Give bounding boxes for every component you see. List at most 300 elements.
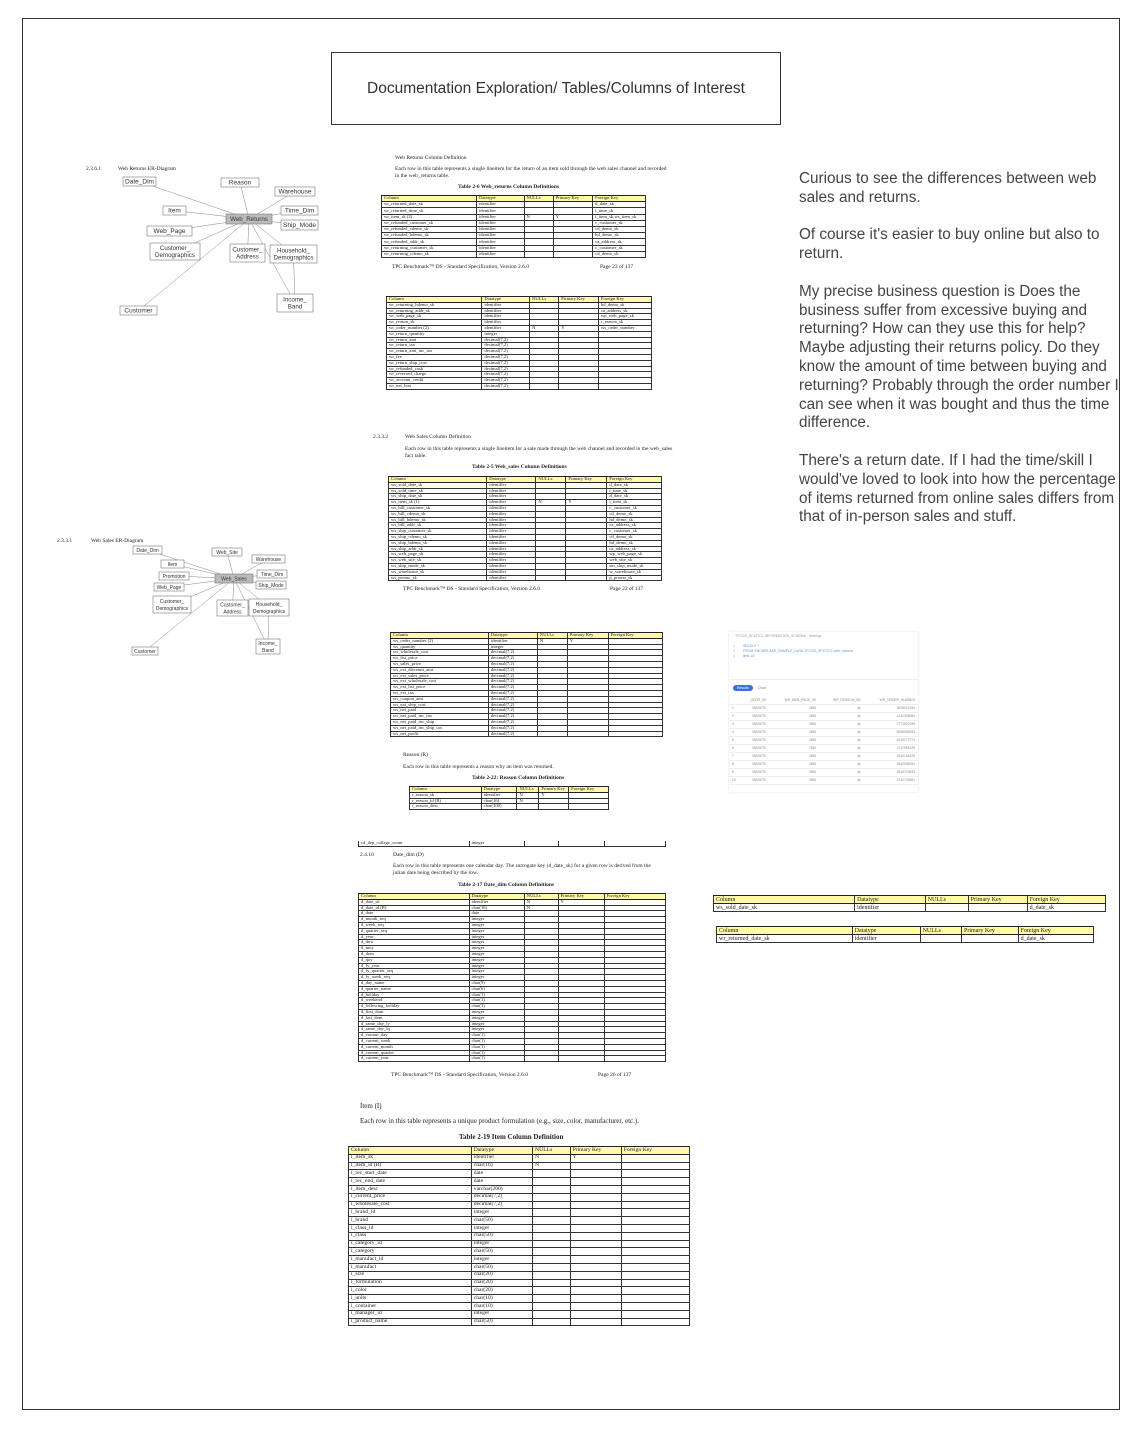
wr-caption: Web Returns Column Definition (395, 155, 467, 161)
table-cell: identifier (487, 558, 536, 564)
er-entity-label: Web_Sales (221, 576, 247, 583)
table-cell: N (524, 214, 553, 220)
table-cell: integer (469, 963, 524, 969)
table-cell: w_warehouse_sk (607, 569, 662, 575)
er-entity-label: Item (167, 562, 178, 568)
table-cell: d_same_day_ly (359, 1021, 470, 1027)
reason-caption: Reason (R) (403, 752, 428, 758)
table-cell: char(20) (471, 1287, 532, 1295)
table-cell: d_day_name (359, 980, 470, 986)
er-entity-label: Demographics (273, 254, 314, 262)
table-cell: wr_returning_hdemo_sk (387, 302, 482, 308)
wr-table-title: Table 2-6 Web_returns Column Definitions (458, 184, 560, 190)
table-cell: ws_sold_date_sk (714, 904, 855, 912)
table-cell: char(20) (471, 1271, 532, 1279)
reason-table-title: Table 2-22: Reason Column Definitions (472, 775, 565, 781)
table-row (349, 1302, 690, 1310)
table-row (382, 251, 646, 257)
sql-cell: 2771527059 (863, 720, 918, 728)
item-table-title: Table 2-19 Item Column Definition (459, 1133, 564, 1141)
table-row (349, 1248, 690, 1256)
table-cell: decimal(7,2) (471, 1193, 532, 1201)
sql-results-table (729, 696, 918, 785)
table-cell: identifier (487, 505, 536, 511)
table-row (349, 1240, 690, 1248)
sql-cell: 1 (729, 704, 739, 712)
er-entity-label: Customer (134, 649, 156, 655)
table-cell: char(1) (469, 998, 524, 1004)
sql-cell: 44 (819, 752, 863, 760)
table-cell (621, 1178, 689, 1186)
date-dim-table (358, 893, 666, 1062)
table-cell (570, 1162, 621, 1170)
table-cell: ws_ext_wholesale_cost (391, 679, 489, 685)
table-cell: identifier (482, 320, 530, 326)
table-cell: cd_demo_sk (593, 226, 646, 232)
er-entity-label: Household_ (255, 602, 283, 608)
header-cell: NULLs (530, 297, 559, 303)
header-cell: Primary Key (558, 894, 604, 900)
header-cell: Datatype (481, 787, 517, 793)
header-cell: Foreign Key (569, 787, 609, 793)
table-cell (570, 1170, 621, 1178)
table-cell: d_current_year (359, 1056, 470, 1062)
header-cell: Primary Key (539, 787, 569, 793)
table-cell: ca_address_sk (593, 239, 646, 245)
note-1: Curious to see the differences between web sales and returns. (799, 170, 1097, 206)
table-cell (570, 1287, 621, 1295)
er-entity-label: Demographics (155, 252, 195, 259)
er-entity-label: Band (262, 648, 274, 654)
table-cell: decimal(7,2) (482, 337, 530, 343)
wr-returned-date-table (716, 926, 1094, 943)
table-cell: ws_sales_price (391, 661, 489, 667)
table-cell (570, 1240, 621, 1248)
table-cell: wr_returned_date_sk (382, 202, 477, 208)
sql-cell: 3881 (770, 776, 820, 784)
table-cell: identifier (487, 552, 536, 558)
table-cell (621, 1193, 689, 1201)
header-cell: Foreign Key (1027, 896, 1105, 904)
table-cell: ws_ship_mode_sk (389, 563, 487, 569)
table-row (387, 383, 652, 389)
table-cell (598, 383, 651, 389)
header-cell: Datatype (488, 633, 537, 639)
table-cell: identifier (487, 488, 536, 494)
table-cell: ws_net_paid_inc_tax (391, 714, 489, 720)
sql-cell: 3881 (770, 768, 820, 776)
table-cell: i_brand (349, 1217, 472, 1225)
table-cell: identifier (488, 638, 537, 644)
ws-table-title: Table 2-5 Web_sales Column Definitions (472, 464, 567, 470)
header-cell: Datatype (852, 927, 920, 935)
table-cell: d_same_day_lq (359, 1027, 470, 1033)
table-cell: d_dow (359, 940, 470, 946)
table-cell: decimal(7,2) (488, 673, 537, 679)
header-cell: Foreign Key (608, 633, 662, 639)
header-cell: Column (714, 896, 855, 904)
table-cell: char(6) (469, 986, 524, 992)
table-cell: ws_web_site_sk (389, 558, 487, 564)
table-cell: integer (469, 969, 524, 975)
sql-row (729, 744, 918, 752)
sql-header-cell: WR_WEB_PAGE_SK (770, 696, 820, 704)
table-cell: identifier (855, 904, 926, 912)
table-cell: decimal(7,2) (482, 349, 530, 355)
table-cell: char(20) (471, 1279, 532, 1287)
table-cell (533, 1318, 571, 1326)
table-cell: d_quarter_seq (359, 928, 470, 934)
er-entity-label: Address (223, 609, 242, 616)
table-cell: identifier (477, 226, 525, 232)
table-cell: ca_address_sk (598, 308, 651, 314)
table-cell: i_manufact (349, 1263, 472, 1271)
table-cell: d_holiday (359, 992, 470, 998)
sql-row (729, 776, 918, 784)
table-cell: char(1) (469, 1004, 524, 1010)
table-row (349, 1201, 690, 1209)
table-cell: ws_order_number (2) (391, 638, 489, 644)
table-cell: d_weekend (359, 998, 470, 1004)
table-cell: wr_order_number (2) (387, 325, 482, 331)
ws-table-2 (390, 632, 663, 737)
table-cell (570, 1295, 621, 1303)
table-cell: d_date_sk (1018, 935, 1093, 943)
header-cell: NULLs (524, 894, 558, 900)
table-cell: ws_bill_cdemo_sk (389, 511, 487, 517)
er-entity-label: Item (168, 207, 181, 215)
table-cell: d_qoy (359, 957, 470, 963)
sql-row (729, 752, 918, 760)
table-cell (621, 1232, 689, 1240)
table-cell: decimal(7,2) (482, 354, 530, 360)
table-cell (608, 731, 662, 737)
table-cell: integer (471, 1224, 532, 1232)
table-cell: Y (559, 325, 599, 331)
table-cell: cd_demo_sk (593, 251, 646, 257)
table-cell: ws_ext_discount_amt (391, 667, 489, 673)
table-cell: r_reason_sk (598, 320, 651, 326)
table-cell: i_item_sk (607, 500, 662, 506)
sql-cell: 5656095053 (863, 728, 918, 736)
sql-cell: 44 (819, 760, 863, 768)
table-cell: wr_net_loss (387, 383, 482, 389)
wr-page: Page 23 of 137 (600, 264, 634, 270)
table-cell: integer (469, 841, 524, 847)
header-cell: Column (410, 787, 482, 793)
table-cell: decimal(7,2) (482, 378, 530, 384)
table-cell: i_current_price (349, 1193, 472, 1201)
table-cell: t_time_sk (607, 488, 662, 494)
table-cell: identifier (477, 202, 525, 208)
table-cell (570, 1318, 621, 1326)
table-cell: decimal(7,2) (488, 685, 537, 691)
header-cell: Column (389, 477, 487, 483)
sql-row (729, 760, 918, 768)
table-row (349, 1279, 690, 1287)
table-cell: integer (471, 1256, 532, 1264)
table-cell: r_reason_id (B) (410, 798, 482, 804)
table-cell: ws_quantity (391, 644, 489, 650)
table-cell (533, 1193, 571, 1201)
sql-cell: 35326757 (739, 752, 770, 760)
table-cell: ws_sold_date_sk (389, 482, 487, 488)
table-cell: char(16) (469, 905, 524, 911)
table-cell: wr_return_quantity (387, 331, 482, 337)
table-cell (621, 1310, 689, 1318)
table-cell: identifier (477, 220, 525, 226)
table-cell (533, 1256, 571, 1264)
table-row (349, 1170, 690, 1178)
table-cell (559, 383, 599, 389)
table-cell: ws_ship_hdemo_sk (389, 540, 487, 546)
ws-caption: Web Sales Column Definition (405, 434, 472, 440)
table-cell (533, 1201, 571, 1209)
notes (799, 170, 1121, 546)
table-cell: Y (566, 500, 607, 506)
table-row (389, 575, 662, 581)
er-entity-label: Customer (124, 307, 153, 315)
sql-cell: 9 (729, 768, 739, 776)
table-row (717, 935, 1094, 943)
table-cell: decimal(7,2) (488, 696, 537, 702)
table-cell: identifier (482, 302, 530, 308)
table-cell: t_time_sk (593, 208, 646, 214)
reason-table (409, 786, 609, 810)
table-cell: d_date_sk (359, 899, 470, 905)
header-cell: Primary Key (567, 633, 608, 639)
er-entity-label: Web_Returns (230, 216, 268, 223)
table-cell (524, 1056, 558, 1062)
table-cell: i_item_sk,ws_item_sk (593, 214, 646, 220)
table-cell (570, 1178, 621, 1186)
sql-line: FROM SNOWFLAKE_SAMPLE_DATA.TPCDS_SF10TCL.web_returns (743, 649, 854, 653)
table-cell: i_size (349, 1271, 472, 1279)
table-cell (569, 804, 609, 810)
table-cell: identifier (477, 233, 525, 239)
table-cell: d_month_seq (359, 917, 470, 923)
table-cell: ws_net_paid_inc_ship_tax (391, 725, 489, 731)
table-cell: ws_net_paid (391, 708, 489, 714)
sql-header-cell: WR_ORDER_NUMBER (863, 696, 918, 704)
sql-line: limit 10; (743, 654, 756, 658)
header-cell: Column (717, 927, 853, 935)
er-entity-label: Demographics (252, 609, 286, 615)
header-cell: Datatype (482, 297, 530, 303)
sql-line: SELECT * (743, 644, 759, 648)
table-cell: i_units (349, 1295, 472, 1303)
table-cell: integer (469, 957, 524, 963)
table-cell: identifier (477, 239, 525, 245)
er-returns-heading: Web Returns ER-Diagram (118, 166, 176, 172)
table-cell: ws_warehouse_sk (389, 569, 487, 575)
header-cell: Primary Key (566, 477, 607, 483)
table-cell: char(9) (469, 980, 524, 986)
table-cell (539, 804, 569, 810)
sql-cell: 4661 (770, 736, 820, 744)
table-cell: d_fy_week_seq (359, 975, 470, 981)
table-cell: hd_demo_sk (593, 233, 646, 239)
table-cell: i_wholesale_cost (349, 1201, 472, 1209)
table-cell: wr_item_sk (2) (382, 214, 477, 220)
sql-row (729, 712, 918, 720)
er-entity-label: Customer_ (159, 245, 191, 252)
table-row (349, 1310, 690, 1318)
table-cell: wr_returning_addr_sk (387, 308, 482, 314)
table-cell: char(50) (471, 1217, 532, 1225)
er-entity-label: Demographics (155, 606, 189, 612)
table-cell: identifier (487, 500, 536, 506)
table-cell: ws_ext_list_price (391, 685, 489, 691)
table-row (349, 1232, 690, 1240)
table-cell: wr_returning_cdemo_sk (382, 251, 477, 257)
note-4: There's a return date. If I had the time/skill I would've loved to look into how the percentage of items returned from online sales differs from that of in-person sales and stuff. (799, 451, 1116, 526)
table-cell: integer (488, 644, 537, 650)
sql-cell: 10 (729, 776, 739, 784)
table-cell: integer (469, 946, 524, 952)
table-cell: integer (471, 1240, 532, 1248)
table-cell (570, 1279, 621, 1287)
table-cell: ws_net_profit (391, 731, 489, 737)
table-header-row (714, 896, 1106, 904)
table-cell: ws_web_page_sk (389, 552, 487, 558)
table-row (714, 904, 1106, 912)
table-cell: varchar(200) (471, 1185, 532, 1193)
ws-sold-date-table (713, 895, 1106, 912)
table-cell (621, 1248, 689, 1256)
table-cell: N (537, 638, 567, 644)
header-cell: Datatype (855, 896, 926, 904)
table-cell: decimal(7,2) (488, 725, 537, 731)
table-cell (570, 1271, 621, 1279)
table-cell (968, 904, 1027, 912)
table-cell (621, 1154, 689, 1162)
table-cell: d_date_sk (1027, 904, 1105, 912)
table-cell: identifier (487, 546, 536, 552)
table-cell: d_last_dom (359, 1015, 470, 1021)
table-cell: wr_account_credit (387, 378, 482, 384)
chart-tab[interactable]: Chart (757, 686, 767, 690)
table-cell (533, 1271, 571, 1279)
table-cell: N (533, 1162, 571, 1170)
table-cell: identifier (487, 529, 536, 535)
er-entity-label: Date_Dim (136, 548, 159, 554)
table-cell: d_current_month (359, 1044, 470, 1050)
sql-cell: 44 (819, 720, 863, 728)
table-cell: wr_return_ship_cost (387, 360, 482, 366)
table-cell: wp_web_page_sk (598, 314, 651, 320)
table-row (349, 1318, 690, 1326)
sql-cell: 35326757 (739, 712, 770, 720)
er-entity-label: Band (287, 303, 303, 311)
table-cell (621, 1162, 689, 1170)
table-header-row (717, 927, 1094, 935)
table-cell: char(1) (469, 1044, 524, 1050)
table-cell: c_customer_sk (593, 220, 646, 226)
table-cell: i_category_id (349, 1240, 472, 1248)
table-cell: wp_web_page_sk (607, 552, 662, 558)
table-cell: wr_reason_sk (387, 320, 482, 326)
table-cell (621, 1295, 689, 1303)
table-cell (567, 731, 608, 737)
er-entity-label: Address (236, 253, 259, 261)
table-cell: char(1) (469, 1038, 524, 1044)
sql-cell: 3542038254 (863, 760, 918, 768)
table-cell: N (524, 899, 558, 905)
table-cell: char(1) (469, 992, 524, 998)
sql-row (729, 728, 918, 736)
table-cell: integer (471, 1310, 532, 1318)
er-entity-label: Time_Dim (284, 207, 315, 215)
header-cell: NULLs (517, 787, 539, 793)
sql-cell: 4661 (770, 712, 820, 720)
table-row (349, 1295, 690, 1303)
sql-cell: 2615154825 (863, 752, 918, 760)
sql-cell: 4661 (770, 760, 820, 768)
sql-cell: 2747594329 (863, 744, 918, 752)
table-cell (570, 1185, 621, 1193)
table-cell: ws_coupon_amt (391, 696, 489, 702)
table-cell: decimal(7,2) (488, 731, 537, 737)
header-cell: Column (349, 1147, 472, 1155)
table-cell (920, 935, 961, 943)
er-sales-section: 2.3.3.1 (57, 538, 73, 544)
date-dim-desc: Each row in this table represents one calendar day. The surrogate key (d_date_sk) for a given row is derived from the julian date being described by the row. (393, 863, 651, 876)
table-cell: char(50) (471, 1248, 532, 1256)
table-cell (524, 841, 558, 847)
table-cell (533, 1170, 571, 1178)
table-row (349, 1185, 690, 1193)
table-cell (621, 1302, 689, 1310)
er-entity-label: Ship_Mode (283, 222, 316, 229)
results-tab[interactable]: Results (733, 685, 753, 691)
table-cell: char(1) (469, 1050, 524, 1056)
table-cell: char(10) (471, 1295, 532, 1303)
table-cell: decimal(7,2) (488, 661, 537, 667)
table-cell: N (536, 500, 566, 506)
table-cell: char(50) (471, 1232, 532, 1240)
table-cell: N (524, 905, 558, 911)
page-title: Documentation Exploration/ Tables/Columns of Interest (331, 52, 781, 125)
table-cell: ws_promo_sk (389, 575, 487, 581)
sql-cell: 35326757 (739, 720, 770, 728)
table-cell: wr_returned_time_sk (382, 208, 477, 214)
wr-footer: TPC Benchmark™ DS - Standard Specification, Version 2.6.0 (392, 264, 529, 270)
table-cell: integer (469, 1021, 524, 1027)
table-cell (570, 1310, 621, 1318)
table-cell: Y (570, 1154, 621, 1162)
table-cell: char(50) (471, 1318, 532, 1326)
table-cell: r_reason_desc (410, 804, 482, 810)
table-cell: cd_demo_sk (607, 534, 662, 540)
table-row (349, 1178, 690, 1186)
er-entity-label: Ship_Mode (258, 583, 284, 589)
table-cell: decimal(7,2) (488, 719, 537, 725)
table-cell: integer (469, 1009, 524, 1015)
reason-desc: Each row in this table represents a reason why an item was returned. (403, 764, 554, 770)
sql-cell: 4661 (770, 752, 820, 760)
table-cell (517, 804, 539, 810)
table-cell (621, 1240, 689, 1248)
table-cell: decimal(7,2) (471, 1201, 532, 1209)
er-entity-label: Time_Dim (260, 572, 284, 578)
table-row (391, 731, 663, 737)
sql-cell: 7 (729, 752, 739, 760)
table-cell: d_date_sk (607, 494, 662, 500)
table-cell: ws_bill_customer_sk (389, 505, 487, 511)
table-cell: i_brand_id (349, 1209, 472, 1217)
table-row (349, 1162, 690, 1170)
